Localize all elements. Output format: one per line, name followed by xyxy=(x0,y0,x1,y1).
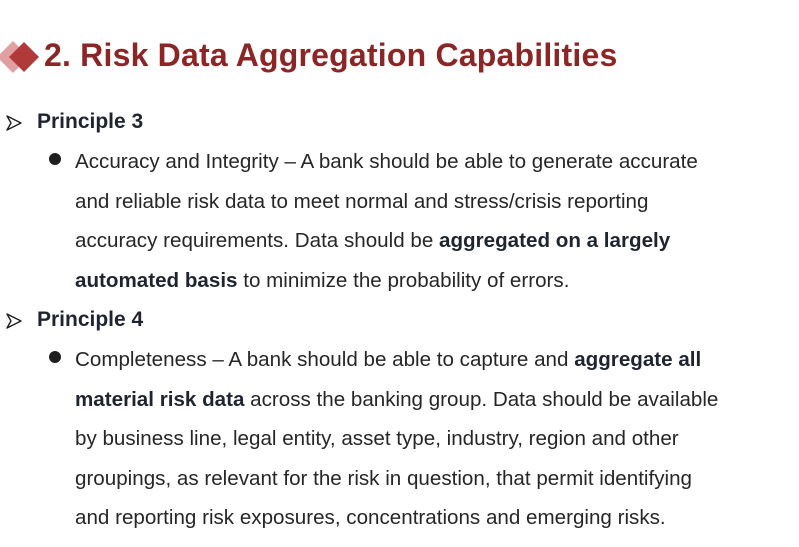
text-run: by business line, legal entity, asset type, industry, region and other xyxy=(75,427,679,451)
text-run: to minimize the probability of errors. xyxy=(237,268,570,292)
text-line xyxy=(75,261,775,301)
text-run: and reporting risk exposures, concentrations and emerging risks. xyxy=(75,506,666,530)
principle-3-text xyxy=(75,142,775,300)
text-run: groupings, as relevant for the risk in question, that permit identifying xyxy=(75,466,692,490)
text-line xyxy=(75,142,775,182)
text-run: Accuracy and Integrity – A bank should be able to generate accurate xyxy=(75,150,698,173)
text-line xyxy=(75,182,775,222)
principle-heading-3 xyxy=(0,108,799,138)
filled-circle-icon xyxy=(49,153,61,165)
arrow-bullet-icon xyxy=(6,313,22,329)
text-line xyxy=(75,340,775,380)
arrow-bullet-icon xyxy=(6,115,22,131)
bold-text-run: automated basis xyxy=(75,268,238,292)
text-run: across the banking group. Data should be available xyxy=(244,387,719,411)
bold-text-run: aggregated on a largely xyxy=(439,229,671,253)
page-title: 2. Risk Data Aggregation Capabilities xyxy=(44,37,618,73)
principle-4-text xyxy=(75,340,775,538)
principle-heading-4 xyxy=(0,306,799,336)
bold-text-run: material risk data xyxy=(75,387,245,411)
diamond-icon xyxy=(0,34,44,82)
text-run: and reliable risk data to meet normal and stress/crisis reporting xyxy=(75,189,649,213)
text-line xyxy=(75,419,775,459)
text-line xyxy=(75,498,775,538)
principle-label: Principle 4 xyxy=(37,308,144,331)
principle-label: Principle 3 xyxy=(37,110,144,133)
bold-text-run: aggregate all xyxy=(574,348,702,371)
text-line xyxy=(75,459,775,499)
principle-4-item xyxy=(0,340,799,540)
section-header xyxy=(0,34,799,82)
filled-circle-icon xyxy=(49,351,61,363)
text-run: accuracy requirements. Data should be xyxy=(75,229,440,253)
text-line xyxy=(75,380,775,420)
text-line xyxy=(75,221,775,261)
text-run: Completeness – A bank should be able to capture and xyxy=(75,348,575,371)
principle-3-item xyxy=(0,142,799,302)
